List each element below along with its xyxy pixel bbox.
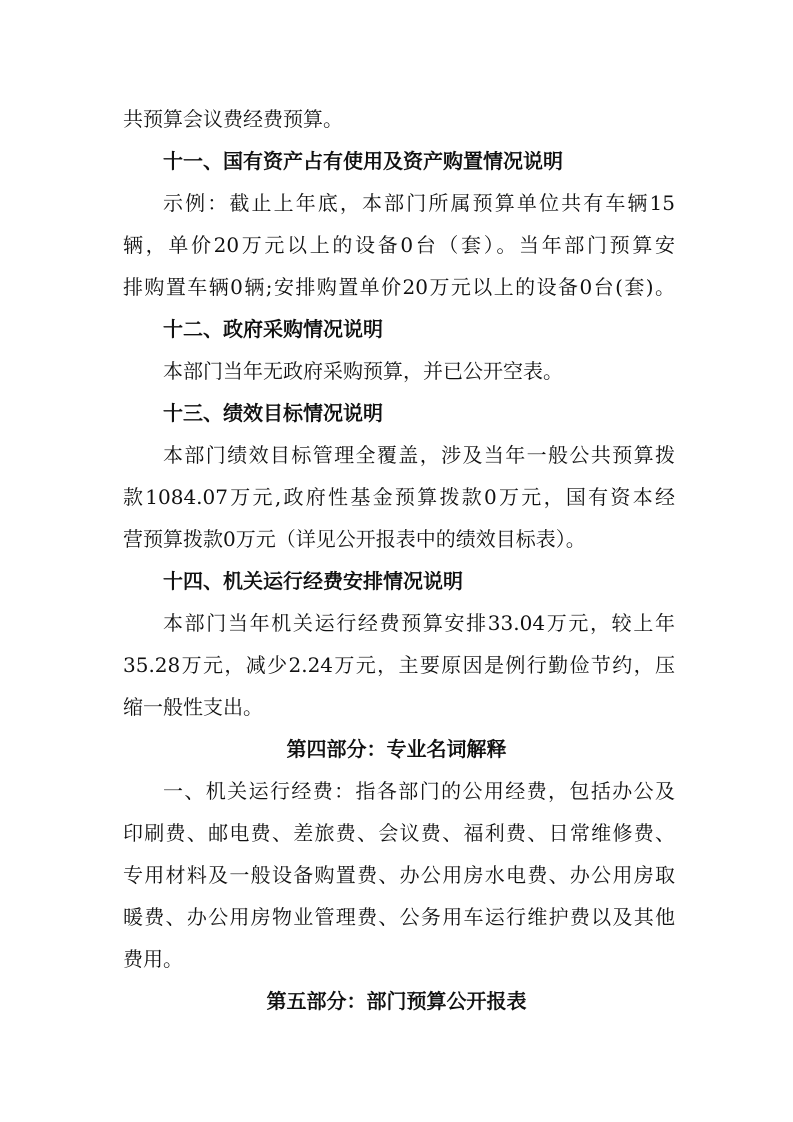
text-line: 一、机关运行经费：指各部门的公用经费，包括办公及 [163,779,675,803]
text-line: 营预算拨款0万元（详见公开报表中的绩效目标表）。 [123,527,586,551]
text-line: 辆，单价20万元以上的设备0台（套）。当年部门预算安 [123,233,675,257]
text-line: 本部门当年机关运行经费预算安排33.04万元，较上年 [163,611,675,635]
section-heading-operating-costs: 十四、机关运行经费安排情况说明 [163,569,463,593]
text-line: 本部门绩效目标管理全覆盖，涉及当年一般公共预算拨 [163,443,675,467]
part-five-title: 第五部分：部门预算公开报表 [266,989,527,1013]
text-line: 缩一般性支出。 [123,695,263,719]
text-line: 排购置车辆0辆;安排购置单价20万元以上的设备0台(套)。 [123,275,675,299]
text-line: 费用。 [123,947,183,971]
section-heading-procurement: 十二、政府采购情况说明 [163,317,383,341]
text-line: 示例：截止上年底，本部门所属预算单位共有车辆15 [163,191,675,215]
text-line: 暖费、办公用房物业管理费、公务用车运行维护费以及其他 [123,905,675,929]
text-line: 35.28万元，减少2.24万元，主要原因是例行勤俭节约，压 [123,653,675,677]
section-heading-performance: 十三、绩效目标情况说明 [163,401,383,425]
text-line: 共预算会议费经费预算。 [123,107,343,131]
text-line: 款1084.07万元,政府性基金预算拨款0万元，国有资本经 [123,485,675,509]
part-four-title: 第四部分：专业名词解释 [286,737,507,761]
text-line: 本部门当年无政府采购预算，并已公开空表。 [163,359,563,383]
text-line: 印刷费、邮电费、差旅费、会议费、福利费、日常维修费、 [123,821,675,845]
section-heading-assets: 十一、国有资产占有使用及资产购置情况说明 [163,149,563,173]
text-line: 专用材料及一般设备购置费、办公用房水电费、办公用房取 [123,863,675,887]
